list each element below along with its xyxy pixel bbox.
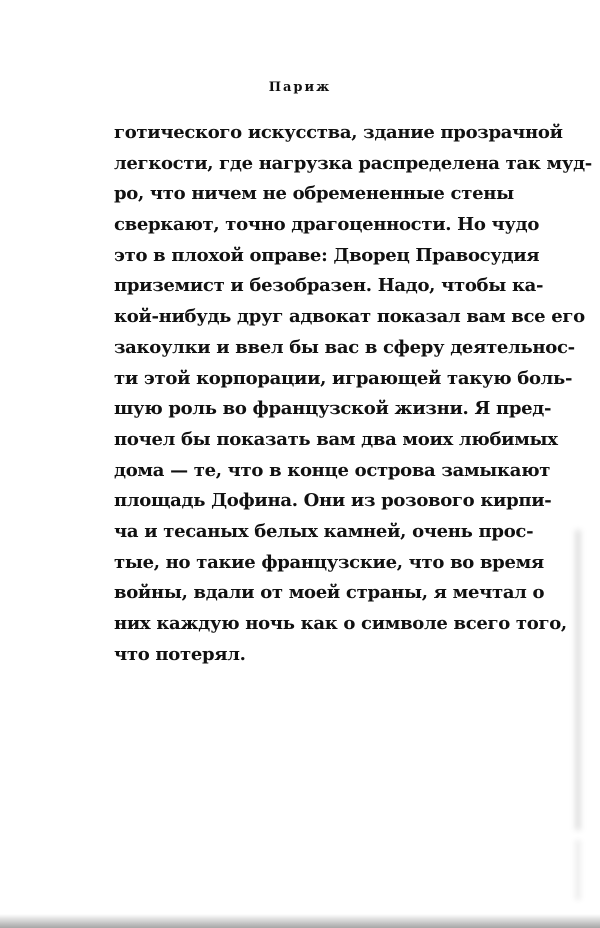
page-bottom-edge xyxy=(0,914,600,928)
text-line: ча и тесаных белых камней, очень прос- xyxy=(114,520,534,542)
text-line: тые, но такие французские, что во время xyxy=(114,551,544,573)
text-line: войны, вдали от моей страны, я мечтал о xyxy=(114,582,545,604)
text-line: закоулки и ввел бы вас в сферу деятельнос- xyxy=(114,336,575,358)
text-line: готического искусства, здание прозрачной xyxy=(114,122,563,143)
text-line: кой-нибудь друг адвокат показал вам все его xyxy=(114,306,585,328)
text-line: почел бы показать вам два моих любимых xyxy=(114,428,558,450)
text-line: площадь Дофина. Они из розового кирпи- xyxy=(114,490,552,512)
text-line: ро, что ничем не обремененные стены xyxy=(114,183,514,205)
body-paragraph xyxy=(114,118,592,670)
text-line: что потерял. xyxy=(114,643,246,665)
running-head: Париж xyxy=(268,80,332,95)
scan-gutter-shadow xyxy=(574,530,582,830)
text-line: сверкают, точно драгоценности. Но чудо xyxy=(114,214,540,236)
text-line: приземист и безобразен. Надо, чтобы ка- xyxy=(114,275,544,297)
text-line: ти этой корпорации, играющей такую боль- xyxy=(114,367,573,389)
text-line: шую роль во французской жизни. Я пред- xyxy=(114,398,552,420)
scan-gutter-shadow xyxy=(574,840,582,900)
text-line: дома — те, что в конце острова замыкают xyxy=(114,459,551,481)
text-line: это в плохой оправе: Дворец Правосудия xyxy=(114,244,540,266)
text-line: легкости, где нагрузка распределена так муд- xyxy=(114,152,592,174)
text-line: них каждую ночь как о символе всего того, xyxy=(114,613,567,634)
